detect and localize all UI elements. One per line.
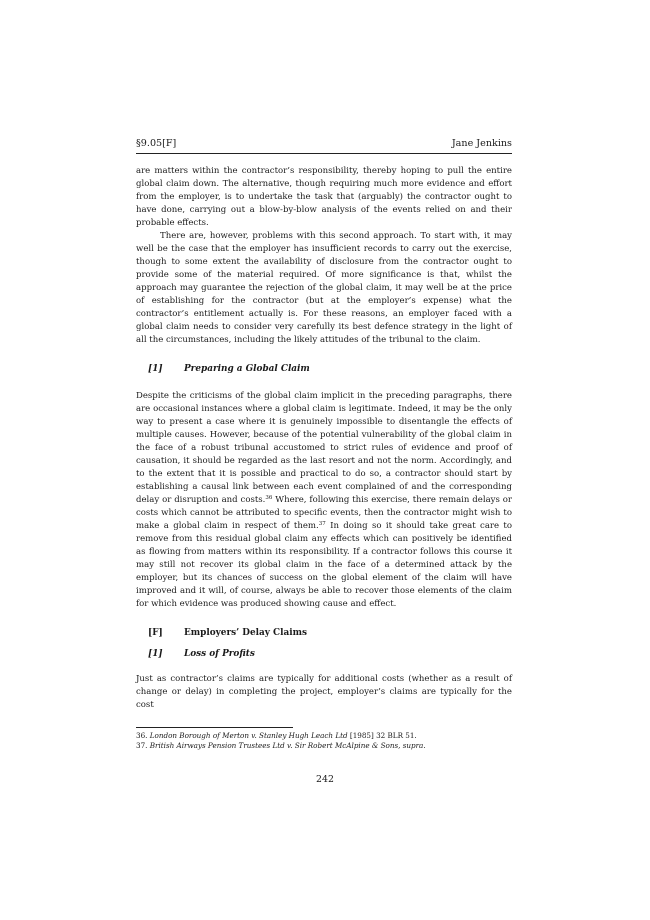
footnote-number: 36. <box>136 731 148 740</box>
paragraph-loss-of-profits: Just as contractor’s claims are typically for additional costs (whether as a result of change or delay) in completing the project, employer’s claims are typically for the cost <box>136 674 512 710</box>
body-text <box>136 165 512 712</box>
paragraph-continuation: are matters within the contractor’s responsibility, thereby hoping to pull the entire global claim down. The alternative, though requiring much more evidence and effort from the employer, is to undertake the task that (arguably) the contractor ought to have done, carrying out a blow-by-blow analysis of the events relied on and their probable effects. <box>136 166 512 228</box>
subheading-title: Preparing a Global Claim <box>184 364 310 374</box>
paragraph-global-claim <box>136 390 512 611</box>
subheading-preparing-global-claim <box>136 363 512 376</box>
section-title: Employers’ Delay Claims <box>184 628 307 638</box>
header-author: Jane Jenkins <box>451 138 512 149</box>
footnote-number: 37. <box>136 741 148 750</box>
section-number: [F] <box>148 628 163 638</box>
section-heading-employers-delay-claims <box>136 627 512 640</box>
footnote-case-name: London Borough of Merton v. Stanley Hugh Leach Ltd <box>149 731 348 740</box>
paragraph-text: Where, following this exercise, there remain delays or costs which cannot be attributed to specific events, then the contractor might wish to make a global claim in respect of them. <box>136 495 513 531</box>
header-section-ref: §9.05[F] <box>136 138 177 149</box>
subheading-title: Loss of Profits <box>184 649 255 659</box>
footnote-ref-36[interactable]: 36 <box>265 495 273 501</box>
running-header <box>136 138 512 154</box>
footnote-36 <box>136 731 512 741</box>
page-number: 242 <box>316 774 334 785</box>
subheading-number: [1] <box>148 364 163 374</box>
subheading-loss-of-profits <box>136 648 512 661</box>
paragraph-second-approach: There are, however, problems with this second approach. To start with, it may well be the case that the employer has insufficient records to carry out the exercise, though to some extent the availability of disclosure from the contractor ought to provide some of the material required. Of more significance is that, whilst the approach may guarantee the rejection of the global claim, it may well be at the price of establishing for the contractor (but at the employer’s expense) what the contractor’s entitlement actually is. For these reasons, an employer faced with a global claim needs to consider very carefully its best defence strategy in the light of all the circumstances, including the likely attitudes of the tribunal to the claim. <box>136 231 512 345</box>
paragraph-text: In doing so it should take great care to remove from this residual global claim any effects which can positively be identified as flowing from matters within its responsibility. If a contractor follows this course it may still not recover its global claim in the face of a determined attack by the employer, but its chances of success on the global element of the claim will have improved and it will, of course, always be able to recover those elements of the claim for which evidence was produced showing cause and effect. <box>136 521 513 609</box>
paragraph-text: Despite the criticisms of the global claim implicit in the preceding paragraphs, there are occasional instances where a global claim is legitimate. Indeed, it may be the only way to present a case where it is genuinely impossible to disentangle the effects of multiple causes. However, because of the potential vulnerability of the global claim in the face of a robust tribunal accustomed to strict rules of evidence and proof of causation, it should be regarded as the last resort and not the norm. Accordingly, and to the extent that it is possible and practical to do so, a contractor should start by establishing a causal link between each event complained of and the corresponding delay or disruption and costs. <box>136 391 512 505</box>
subheading-number: [1] <box>148 649 163 659</box>
footnote-citation: [1985] 32 BLR 51. <box>347 731 417 740</box>
footnote-ref-37[interactable]: 37 <box>318 521 326 527</box>
footnote-divider <box>136 727 293 728</box>
footnote-37 <box>136 741 512 751</box>
footnote-text: British Airways Pension Trustees Ltd v. Sir Robert McAlpine & Sons, supra. <box>149 741 426 750</box>
footnotes <box>136 731 512 751</box>
